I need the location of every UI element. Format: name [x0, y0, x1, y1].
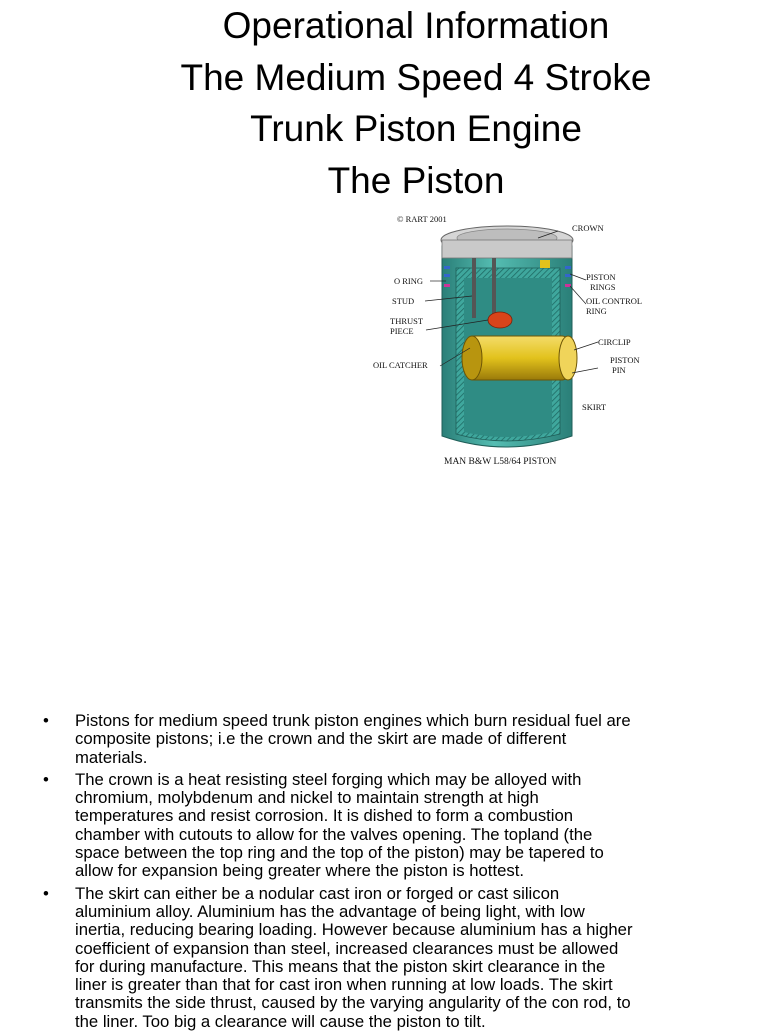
thrust-piece-shape [488, 312, 512, 328]
label-piston-pin-1: PISTON [610, 355, 640, 365]
ring-left-3 [444, 284, 450, 287]
bullet-icon: • [43, 711, 49, 730]
ring-right-2 [565, 274, 571, 277]
stud-shape [472, 258, 476, 318]
label-piston-rings-2: RINGS [590, 282, 616, 292]
ring-left-1 [444, 266, 450, 269]
bullet-line: transmits the side thrust, caused by the varying angularity of the con rod, to [75, 993, 631, 1013]
bullet-line: temperatures and resist corrosion. It is dished to form a combustion [75, 806, 574, 826]
label-oil-catcher: OIL CATCHER [373, 360, 428, 370]
ring-right-1 [565, 266, 571, 269]
ring-left-2 [444, 274, 450, 277]
bullet-icon: • [43, 769, 49, 789]
bullet-line: for during manufacture. This means that the piston skirt clearance in the [75, 956, 606, 976]
figure-copyright: © RART 2001 [397, 214, 447, 224]
bullet-line: liner is greater than that for cast iron when running at low loads. The skirt [75, 975, 613, 995]
label-circlip: CIRCLIP [598, 337, 631, 347]
label-oil-control-2: RING [586, 306, 607, 316]
bullet-line: allow for expansion being greater where the piston is hottest. [75, 861, 524, 881]
bullet-line: aluminium alloy. Aluminium has the advantage of being light, with low [75, 901, 585, 921]
bullet-line: The skirt can either be a nodular cast iron or forged or cast silicon [75, 883, 560, 903]
figure-caption: MAN B&W L58/64 PISTON [444, 457, 557, 467]
bullet-line: The crown is a heat resisting steel forging which may be alloyed with [75, 769, 582, 789]
bullet-icon: • [43, 883, 49, 903]
title-line-4: The Piston [327, 159, 505, 201]
label-piston-rings-1: PISTON [586, 272, 616, 282]
label-skirt: SKIRT [582, 402, 607, 412]
slide-title [0, 0, 768, 206]
label-piston-pin-2: PIN [612, 365, 626, 375]
bullet-list [40, 712, 740, 1035]
bullet-line: Pistons for medium speed trunk piston engines which burn residual fuel are [75, 711, 631, 730]
bullet-line: composite pistons; i.e the crown and the skirt are made of different [75, 729, 567, 749]
bullet-line: space between the top ring and the top of the piston) may be tapered to [75, 843, 604, 863]
title-line-2: The Medium Speed 4 Stroke [180, 56, 652, 98]
bullet-item [40, 771, 740, 881]
label-stud: STUD [392, 296, 415, 306]
label-o-ring: O RING [394, 276, 424, 286]
bullet-line: inertia, reducing bearing loading. However because aluminium has a higher [75, 920, 633, 940]
bullet-item [40, 712, 740, 767]
bullet-line: coefficient of expansion than steel, increased clearances must be allowed [75, 938, 619, 958]
bullet-line: materials. [75, 747, 148, 767]
label-thrust-2: PIECE [390, 326, 414, 336]
title-line-1: Operational Information [222, 5, 610, 46]
label-crown: CROWN [572, 223, 604, 233]
bullet-line: chamber with cutouts to allow for the valves opening. The topland (the [75, 824, 593, 844]
piston-diagram [360, 208, 660, 470]
bullet-item [40, 885, 740, 1031]
label-thrust-1: THRUST [390, 316, 424, 326]
title-line-3: Trunk Piston Engine [250, 108, 582, 149]
label-oil-control-1: OIL CONTROL [586, 296, 643, 306]
bullet-line: chromium, molybdenum and nickel to maintain strength at high [75, 788, 539, 808]
piston-pin-shape [468, 336, 568, 380]
bullet-line: the liner. Too big a clearance will cause the piston to tilt. [75, 1011, 486, 1031]
